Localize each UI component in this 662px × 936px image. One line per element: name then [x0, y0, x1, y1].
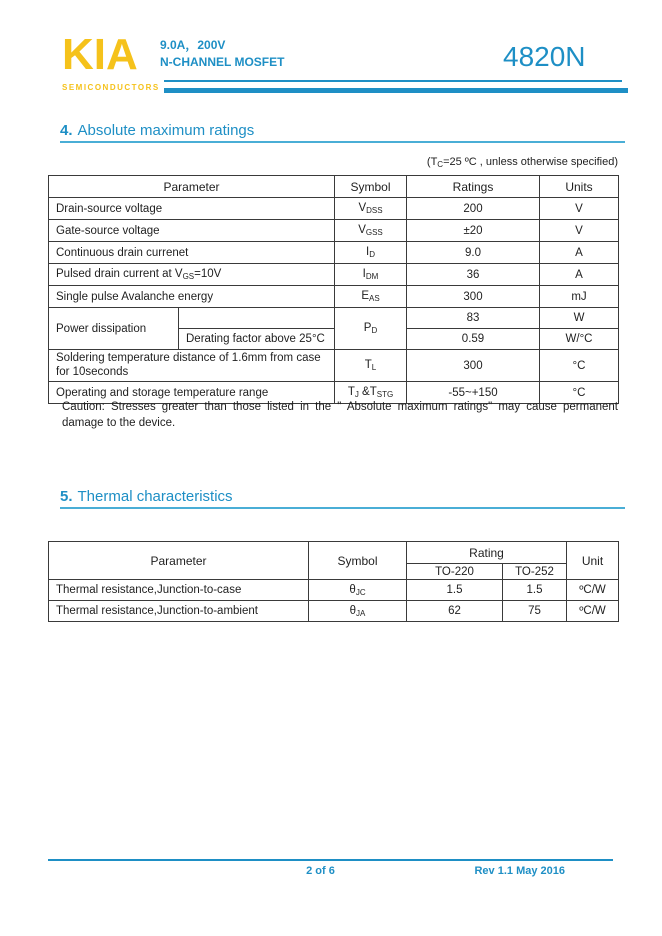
col-to220: TO-220 [407, 564, 503, 580]
col-to252: TO-252 [503, 564, 567, 580]
col-parameter: Parameter [49, 176, 335, 198]
spec-line-current-voltage: 9.0A，200V [160, 38, 226, 52]
header-rule-thin [164, 80, 622, 82]
device-spec [160, 37, 284, 71]
col-symbol: Symbol [335, 176, 407, 198]
col-unit: Unit [567, 542, 619, 580]
col-units: Units [540, 176, 619, 198]
table-row-derating: Derating factor above 25°C 0.59 W/°C [49, 329, 619, 350]
table-row: Pulsed drain current at $V_{GS}=10V$ $I_{DM}$ 36 A [49, 264, 619, 286]
table-row: Thermal resistance,Junction-to-case $\theta_{JC}$ 1.5 1.5 ºC/W [49, 580, 619, 601]
table-row-soldering: Soldering temperature distance of 1.6mm from case for 10seconds $T_L$ 300 °C [49, 350, 619, 382]
footer-rule [48, 859, 613, 861]
table-row: Continuous drain currenet $I_D$ 9.0 A [49, 242, 619, 264]
absolute-maximum-ratings-table [48, 175, 619, 404]
table-row: Drain-source voltage $V_{DSS}$ 200 V [49, 198, 619, 220]
col-rating: Rating [407, 542, 567, 564]
section4-heading [60, 122, 254, 139]
part-number: 4820N [503, 41, 586, 72]
section5-title: Thermal characteristics [77, 488, 233, 505]
logo-subtitle: SEMICONDUCTORS [62, 83, 160, 92]
table-row: Single pulse Avalanche energy $E_{AS}$ 300 mJ [49, 286, 619, 308]
table-header-row [49, 542, 619, 564]
col-ratings: Ratings [407, 176, 540, 198]
col-parameter: Parameter [49, 542, 309, 580]
table-header-row [49, 176, 619, 198]
section5-heading [60, 488, 233, 505]
caution-text: Caution: Stresses greater than those listed in the " Absolute maximum ratings" may cause permanent damage to the device. [62, 401, 618, 429]
table-row: Gate-source voltage $V_{GSS}$ ±20 V [49, 220, 619, 242]
empty-subcell [179, 308, 335, 329]
table-row: Thermal resistance,Junction-to-ambient $\theta_{JA}$ 62 75 ºC/W [49, 601, 619, 622]
section5-number: 5. [60, 488, 73, 505]
revision-label: Rev 1.1 May 2016 [474, 865, 565, 877]
col-symbol: Symbol [309, 542, 407, 580]
section4-title: Absolute maximum ratings [77, 122, 255, 139]
section4-number: 4. [60, 122, 73, 139]
kia-logo: KIA [62, 30, 138, 79]
thermal-characteristics-table [48, 541, 619, 622]
test-condition-note: ($T_C=25$ ºC , unless otherwise specified) [426, 156, 618, 169]
section4-underline [60, 141, 625, 143]
table-row-operating: Operating and storage temperature range $T_J$ $\&T_{STG}$ -55~+150 °C [49, 382, 619, 404]
header-rule-thick [164, 88, 628, 93]
section5-underline [60, 507, 625, 509]
table-row-power-dissipation: Power dissipation $P_D$ 83 W [49, 308, 619, 329]
page-number: 2 of 6 [306, 865, 335, 877]
spec-line-channel-type: N-CHANNEL MOSFET [160, 55, 285, 69]
